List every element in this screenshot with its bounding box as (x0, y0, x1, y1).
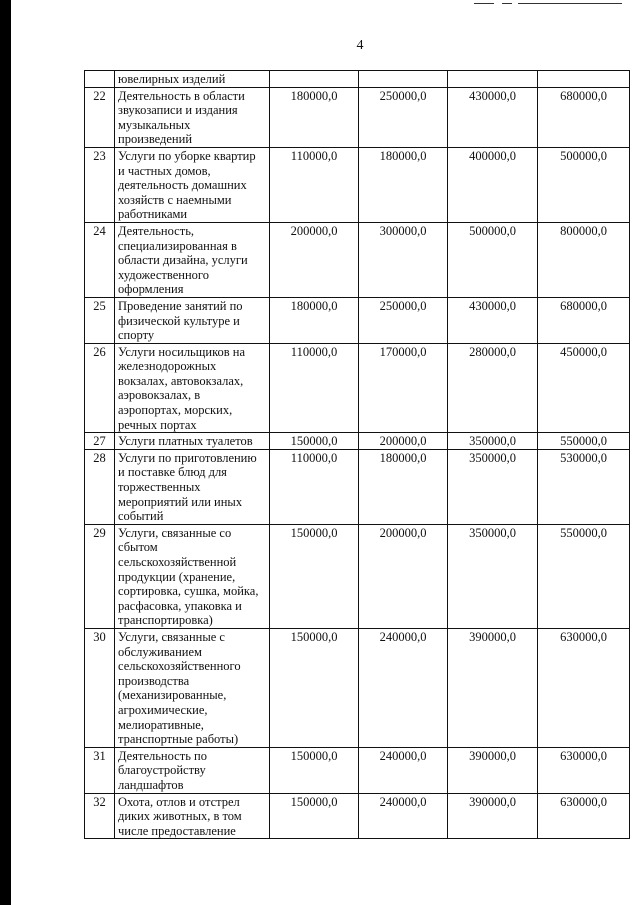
description-line: Услуги по приготовлению (118, 450, 257, 465)
row-value-cell-1: 150000,0 (270, 628, 359, 747)
row-value-cell-3: 350000,0 (448, 524, 538, 628)
row-value-cell-3: 390000,0 (448, 628, 538, 747)
description-line: Услуги, связанные с (118, 629, 225, 644)
row-number-cell: 27 (85, 433, 115, 450)
description-line: вокзалах, автовокзалах, (118, 373, 244, 388)
description-line: благоустройству (118, 763, 206, 778)
tariff-table-body (85, 71, 630, 839)
row-value-cell-1: 180000,0 (270, 87, 359, 147)
description-line: Деятельность в области (118, 88, 245, 103)
row-value-cell-3: 430000,0 (448, 87, 538, 147)
row-value-cell-2: 240000,0 (359, 747, 448, 793)
row-value-cell-1: 150000,0 (270, 433, 359, 450)
row-description-cell (115, 524, 270, 628)
tariff-table (84, 70, 630, 839)
description-line: звукозаписи и издания (118, 103, 238, 118)
description-line: мероприятий или иных (118, 494, 243, 509)
description-line: железнодорожных (118, 359, 217, 374)
description-line: Охота, отлов и отстрел (118, 794, 240, 809)
row-value-cell-2: 200000,0 (359, 433, 448, 450)
description-line: области дизайна, услуги (118, 253, 248, 268)
row-value-cell-3: 390000,0 (448, 747, 538, 793)
row-description-cell (115, 222, 270, 297)
row-description-cell (115, 343, 270, 433)
description-line: деятельность домашних (118, 178, 247, 193)
row-value-cell-3: 280000,0 (448, 343, 538, 433)
description-line: транспортные работы) (118, 732, 239, 747)
description-line: производства (118, 673, 190, 688)
page-number: 4 (356, 38, 364, 53)
row-description-cell (115, 793, 270, 839)
table-row (85, 433, 630, 450)
row-value-cell-4: 800000,0 (538, 222, 630, 297)
row-value-cell-2 (359, 71, 448, 88)
row-number-cell: 31 (85, 747, 115, 793)
description-line: расфасовка, упаковка и (118, 598, 242, 613)
description-line: (механизированные, (118, 688, 227, 703)
row-value-cell-1: 150000,0 (270, 524, 359, 628)
row-value-cell-1: 110000,0 (270, 449, 359, 524)
row-value-cell-3 (448, 71, 538, 88)
row-number-cell: 26 (85, 343, 115, 433)
description-line: музыкальных (118, 117, 191, 132)
table-row (85, 747, 630, 793)
row-number-cell: 29 (85, 524, 115, 628)
description-line: и поставке блюд для (118, 465, 227, 480)
table-row (85, 793, 630, 839)
row-description-cell (115, 433, 270, 450)
description-line: Услуги, связанные со (118, 525, 232, 540)
table-row (85, 343, 630, 433)
row-value-cell-2: 250000,0 (359, 87, 448, 147)
description-line: аэропортах, морских, (118, 403, 233, 418)
table-row (85, 147, 630, 222)
row-value-cell-4: 630000,0 (538, 793, 630, 839)
description-line: сбытом (118, 540, 158, 555)
description-line: событий (118, 509, 164, 524)
description-line: торжественных (118, 480, 201, 495)
row-value-cell-4: 680000,0 (538, 297, 630, 343)
description-line: Услуги носильщиков на (118, 344, 246, 359)
description-line: и частных домов, (118, 163, 211, 178)
description-line: работниками (118, 207, 188, 222)
row-value-cell-3: 350000,0 (448, 449, 538, 524)
description-line: произведений (118, 132, 193, 147)
row-number-cell: 22 (85, 87, 115, 147)
row-number-cell (85, 71, 115, 88)
row-number-cell: 25 (85, 297, 115, 343)
row-value-cell-1: 150000,0 (270, 747, 359, 793)
row-value-cell-4 (538, 71, 630, 88)
row-description-cell: ювелирных изделий (115, 71, 270, 88)
row-value-cell-2: 200000,0 (359, 524, 448, 628)
table-row (85, 222, 630, 297)
description-line: Проведение занятий по (118, 298, 243, 313)
row-value-cell-4: 500000,0 (538, 147, 630, 222)
description-line: сельскохозяйственной (118, 555, 237, 569)
description-line: числе предоставление (118, 823, 236, 838)
row-value-cell-4: 630000,0 (538, 628, 630, 747)
description-line: художественного (118, 267, 209, 282)
row-value-cell-2: 180000,0 (359, 147, 448, 222)
description-line: физической культуре и (118, 313, 240, 328)
row-number-cell: 32 (85, 793, 115, 839)
row-value-cell-1: 180000,0 (270, 297, 359, 343)
row-number-cell: 28 (85, 449, 115, 524)
row-number-cell: 30 (85, 628, 115, 747)
row-value-cell-4: 550000,0 (538, 433, 630, 450)
row-description-cell (115, 747, 270, 793)
row-value-cell-4: 450000,0 (538, 343, 630, 433)
row-value-cell-3: 430000,0 (448, 297, 538, 343)
row-description-cell (115, 449, 270, 524)
description-line: речных портах (118, 417, 197, 432)
description-line: сельскохозяйственного (118, 659, 241, 674)
description-line: Деятельность по (118, 748, 207, 763)
row-value-cell-2: 250000,0 (359, 297, 448, 343)
table-row (85, 524, 630, 628)
row-value-cell-2: 240000,0 (359, 793, 448, 839)
description-line: Услуги по уборке квартир (118, 148, 256, 163)
description-line: обслуживанием (118, 644, 202, 659)
description-line: мелиоративные, (118, 717, 204, 732)
description-line: специализированная в (118, 238, 237, 253)
description-line: оформления (118, 282, 184, 297)
table-row-continuation (85, 71, 630, 88)
row-value-cell-1: 110000,0 (270, 343, 359, 433)
row-value-cell-3: 390000,0 (448, 793, 538, 839)
table-row (85, 297, 630, 343)
row-description-cell (115, 297, 270, 343)
row-value-cell-2: 300000,0 (359, 222, 448, 297)
row-description-cell (115, 87, 270, 147)
table-row (85, 628, 630, 747)
row-description-cell (115, 147, 270, 222)
row-value-cell-4: 680000,0 (538, 87, 630, 147)
row-number-cell: 23 (85, 147, 115, 222)
description-line: хозяйств с наемными (118, 192, 232, 207)
row-value-cell-3: 350000,0 (448, 433, 538, 450)
description-line: диких животных, в том (118, 809, 242, 824)
row-value-cell-3: 400000,0 (448, 147, 538, 222)
row-value-cell-3: 500000,0 (448, 222, 538, 297)
row-value-cell-2: 170000,0 (359, 343, 448, 433)
row-value-cell-2: 240000,0 (359, 628, 448, 747)
scan-top-mark (474, 1, 624, 7)
row-value-cell-4: 630000,0 (538, 747, 630, 793)
row-number-cell: 24 (85, 222, 115, 297)
description-line: продукции (хранение, (118, 569, 236, 584)
row-description-cell (115, 628, 270, 747)
table-row (85, 449, 630, 524)
description-line: ландшафтов (118, 777, 184, 792)
description-line: транспортировка) (118, 613, 213, 628)
description-line: Услуги платных туалетов (118, 434, 253, 449)
row-value-cell-1: 150000,0 (270, 793, 359, 839)
row-value-cell-1 (270, 71, 359, 88)
row-value-cell-1: 200000,0 (270, 222, 359, 297)
table-row (85, 87, 630, 147)
row-value-cell-4: 550000,0 (538, 524, 630, 628)
description-line: сортировка, сушка, мойка, (118, 584, 259, 599)
row-value-cell-4: 530000,0 (538, 449, 630, 524)
row-value-cell-2: 180000,0 (359, 449, 448, 524)
description-line: аэровокзалах, в (118, 388, 201, 403)
description-line: агрохимические, (118, 702, 208, 717)
scan-edge-bar (0, 0, 11, 905)
description-line: Деятельность, (118, 223, 195, 238)
row-value-cell-1: 110000,0 (270, 147, 359, 222)
description-line: спорту (118, 328, 155, 343)
